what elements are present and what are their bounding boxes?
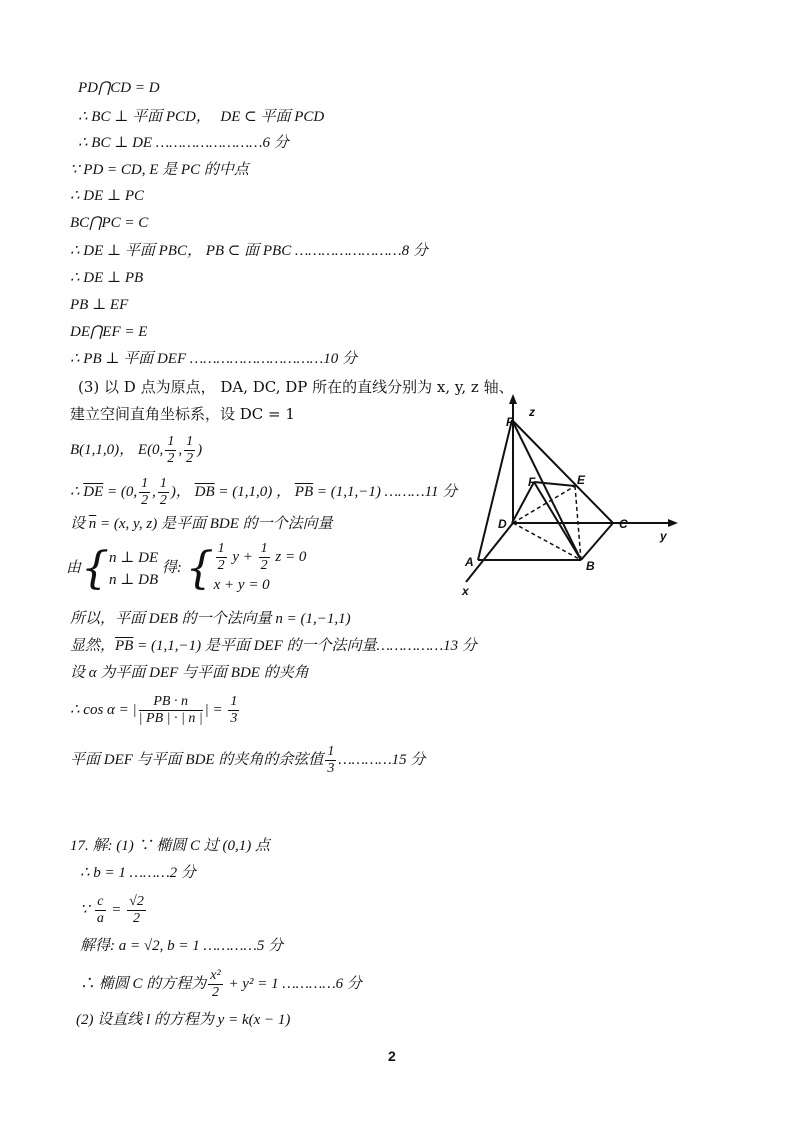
frac-half-2: $\frac{1}{2}$	[186, 434, 194, 467]
page-number: 2	[388, 1048, 396, 1064]
p17-line5: ∴ 椭圆 C 的方程为 $\frac{\text{x²}}{2}$ + y² = 1 …………6 分	[80, 968, 362, 1001]
label-e: E	[577, 473, 586, 487]
label-b: B	[586, 559, 595, 573]
frac-half-1: $\frac{1}{2}$	[167, 434, 175, 467]
line-bc-perp-de: ∴ BC ⊥ DE ……………………6 分	[78, 135, 289, 151]
label-f: F	[528, 475, 536, 489]
line-normal-def: 显然，$\overline{PB} = (1,1,-1)$ 是平面 DEF 的一个法向量……………13 分	[70, 638, 477, 654]
line-normal-vector-def: 设 $\overline{n} = (x$, y, z) 是平面 BDE 的一个法向量	[70, 516, 333, 532]
label-y: y	[660, 529, 667, 543]
line-setup-axes: (3) 以 D 点为原点， DA, DC, DP 所在的直线分别为 x, y, z 轴、	[78, 378, 514, 396]
line-angle-def: 设 α 为平面 DEF 与平面 BDE 的夹角	[70, 665, 309, 681]
line-points-b-e: B(1,1,0)， E(0, $\frac{1}{2}$ , $\frac{1}{2}$ )	[70, 434, 203, 467]
line-pd-cap-cd: PD⋂CD = D	[78, 80, 160, 96]
p17-line3: ∵ $\frac{c}{a}$ = $\frac{√2}{2}$	[80, 894, 144, 927]
line-cosine-result: 平面 DEF 与平面 BDE 的夹角的余弦值 $\frac{1}{3}$ …………15 分	[70, 744, 426, 777]
line-cos-alpha: ∴ cos α = | $\frac{PB \cdot n}{| PB | \cdot | n |}$ | = $\frac{1}{3}$	[70, 694, 238, 727]
p17-line1: 17. 解: (1) ∵ 椭圆 C 过 (0,1) 点	[70, 838, 270, 854]
line-system-equations: 由{ n ⊥ DE n ⊥ DB 得: { $\frac{1}{2}$ y + $\frac{1}{2}$ z = 0 x + y = 0	[66, 541, 307, 594]
label-z: z	[529, 405, 535, 419]
line-de-perp-pbc: ∴ DE ⊥ 平面 PBC， PB ⊂ 面 PBC ……………………8 分	[70, 243, 428, 259]
line-vectors: ∴ $\overline{DE} = (0$, $\frac{1}{2}$ , $\frac{1}{2}$ )， $\overline{DB} = (1,1,0)$ ， $\overline{PB} = (1,1,-1)$ ………11 分	[70, 476, 458, 509]
p17-line6: (2) 设直线 l 的方程为 y = k(x − 1)	[76, 1012, 291, 1028]
line-bc-cap-pc: BC⋂PC = C	[70, 215, 149, 231]
p17-line4: 解得: a = √2, b = 1 …………5 分	[80, 938, 284, 954]
label-a: A	[465, 555, 474, 569]
line-coord-system: 建立空间直角坐标系，设 DC = 1	[70, 405, 295, 423]
line-de-perp-pb: ∴ DE ⊥ PB	[70, 270, 144, 286]
line-normal-deb: 所以，平面 DEB 的一个法向量 n = (1,−1,1)	[70, 611, 351, 627]
line-pb-perp-ef: PB ⊥ EF	[70, 297, 129, 313]
p17-line2: ∴ b = 1 ………2 分	[80, 865, 196, 881]
line-bc-perp-pcd: ∴ BC ⊥ 平面 PCD， DE ⊂ 平面 PCD	[78, 109, 325, 125]
label-x: x	[462, 584, 469, 598]
line-pb-perp-def: ∴ PB ⊥ 平面 DEF …………………………10 分	[70, 351, 358, 367]
line-de-perp-pc: ∴ DE ⊥ PC	[70, 188, 145, 204]
pyramid-diagram	[448, 390, 688, 600]
line-pd-eq-cd: ∵ PD = CD, E 是 PC 的中点	[70, 162, 249, 178]
x-axis	[466, 523, 513, 582]
label-d: D	[498, 517, 507, 531]
line-de-cap-ef: DE⋂EF = E	[70, 324, 148, 340]
label-p: P	[506, 415, 515, 429]
label-c: C	[619, 517, 628, 531]
